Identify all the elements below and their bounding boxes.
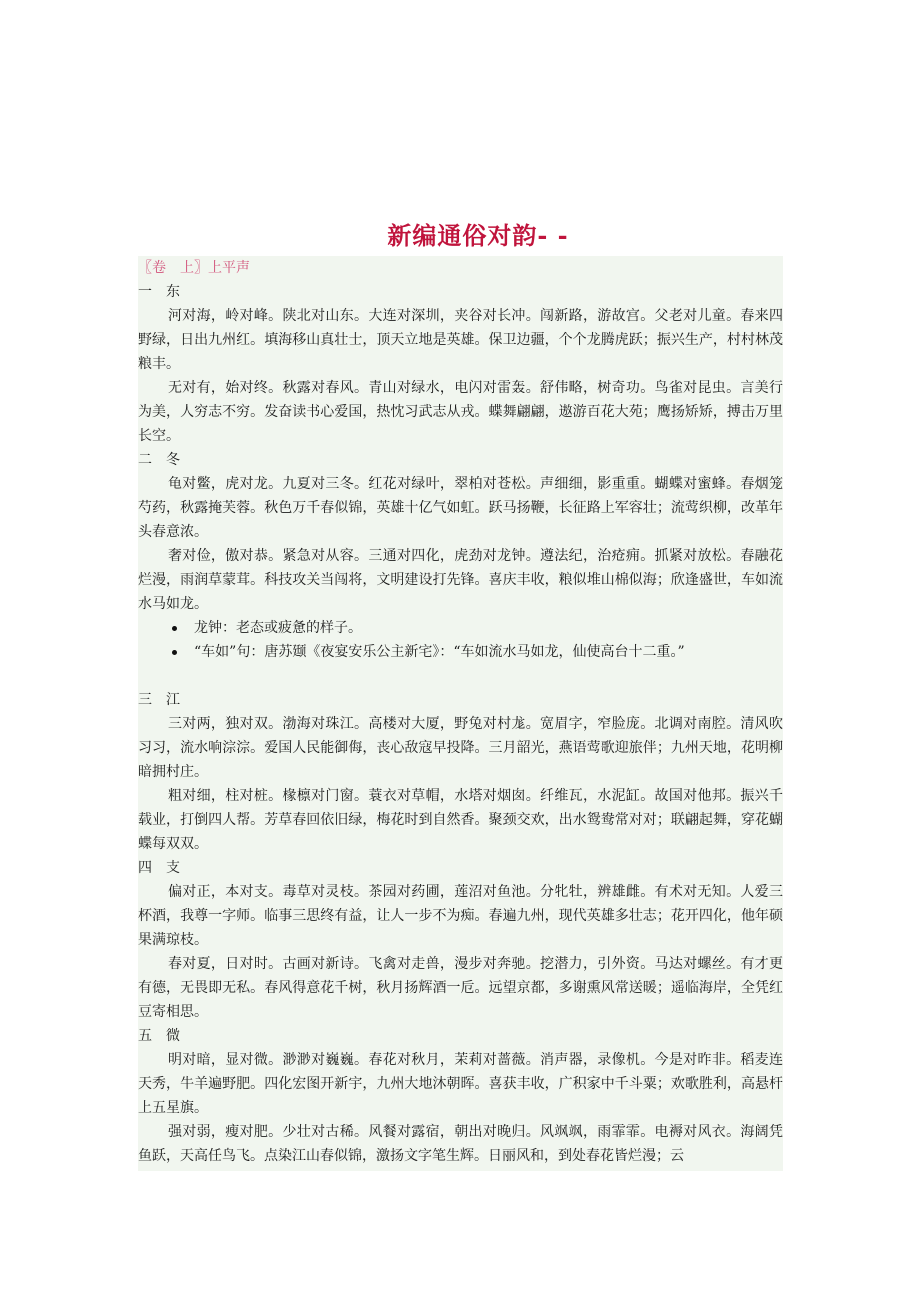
page-title: 新编通俗对韵- - [387,221,569,250]
section-heading: 三 江 [138,692,180,708]
note-text: 龙钟：老态或疲惫的样子。 [194,620,362,636]
note-text: “车如”句：唐苏颋《夜宴安乐公主新宅》：“车如流水马如龙，仙使高台十二重。” [194,644,685,660]
volume-heading: 〖卷 上〗上平声 [138,260,250,276]
section-heading: 四 支 [138,860,180,876]
verse-paragraph: 龟对鳖，虎对龙。九夏对三冬。红花对绿叶，翠柏对苍松。声细细，影重重。蝴蝶对蜜蜂。春烟笼芍药，秋露掩芙蓉。秋色万千春似锦，英雄十亿气如虹。跃马扬鞭，长征路上军容壮；流莺织柳，改革年头春意浓。 [138,476,783,540]
note-item [166,616,783,640]
verse-paragraph: 无对有，始对终。秋露对春风。青山对绿水，电闪对雷轰。舒伟略，树奇功。鸟雀对昆虫。言美行为美，人穷志不穷。发奋读书心爱国，热忱习武志从戎。蝶舞翩翩，遨游百花大苑；鹰扬矫矫，搏击万里长空。 [138,380,783,444]
verse-paragraph: 强对弱，瘦对肥。少壮对古稀。风餐对露宿，朝出对晚归。风飒飒，雨霏霏。电褥对风衣。海阔凭鱼跃，天高任鸟飞。点染江山春似锦，激扬文字笔生辉。日丽风和，到处春花皆烂漫；云 [138,1124,783,1164]
verse-paragraph: 奢对俭，傲对恭。紧急对从容。三通对四化，虎劲对龙钟。遵法纪，治疮痈。抓紧对放松。春融花烂漫，雨润草蒙茸。科技攻关当闯将，文明建设打先锋。喜庆丰收，粮似堆山棉似海；欣逢盛世，车如流水马如龙。 [138,548,783,612]
spacer [138,664,783,688]
bullet-icon [172,650,177,655]
verse-paragraph: 河对海，岭对峰。陕北对山东。大连对深圳，夹谷对长冲。闯新路，游故宫。父老对儿童。春来四野绿，日出九州红。填海移山真壮士，顶天立地是英雄。保卫边疆，个个龙腾虎跃；振兴生产，村村林茂粮丰。 [138,308,783,372]
section-heading: 二 冬 [138,452,180,468]
bullet-icon [172,626,177,631]
notes-list [138,616,783,664]
document-body [138,256,783,1171]
verse-paragraph: 明对暗，显对微。渺渺对巍巍。春花对秋月，茉莉对蔷薇。消声器，录像机。今是对昨非。稻麦连天秀，牛羊遍野肥。四化宏图开新宇，九州大地沐朝晖。喜获丰收，广积家中千斗粟；欢歌胜利，高悬杆上五星旗。 [138,1052,783,1116]
verse-paragraph: 偏对正，本对支。毒草对灵枝。茶园对药圃，莲沼对鱼池。分牝牡，辨雄雌。有术对无知。人爱三杯酒，我尊一字师。临事三思终有益，让人一步不为痴。春遍九州，现代英雄多壮志；花开四化，他年硕果满琼枝。 [138,884,783,948]
note-item [166,640,783,664]
section-heading: 五 微 [138,1028,180,1044]
section-heading: 一 东 [138,284,180,300]
verse-paragraph: 粗对细，柱对桩。椽檩对门窗。蓑衣对草帽，水塔对烟囱。纤维瓦，水泥缸。故国对他邦。振兴千载业，打倒四人帮。芳草春回依旧绿，梅花时到自然香。聚颈交欢，出水鸳鸯常对对；联翩起舞，穿花蝴蝶每双双。 [138,788,783,852]
verse-paragraph: 三对两，独对双。渤海对珠江。高楼对大厦，野兔对村尨。宽眉字，窄脸庞。北调对南腔。清风吹习习，流水响淙淙。爱国人民能御侮，丧心敌寇早投降。三月韶光，燕语莺歌迎旅伴；九州天地，花明柳暗拥村庄。 [138,716,783,780]
verse-paragraph: 春对夏，日对时。古画对新诗。飞禽对走兽，漫步对奔驰。挖潜力，引外资。马达对螺丝。有才更有德，无畏即无私。春风得意花千树，秋月扬辉酒一卮。远望京都，多谢熏风常送暖；遥临海岸，全凭红豆寄相思。 [138,956,783,1020]
